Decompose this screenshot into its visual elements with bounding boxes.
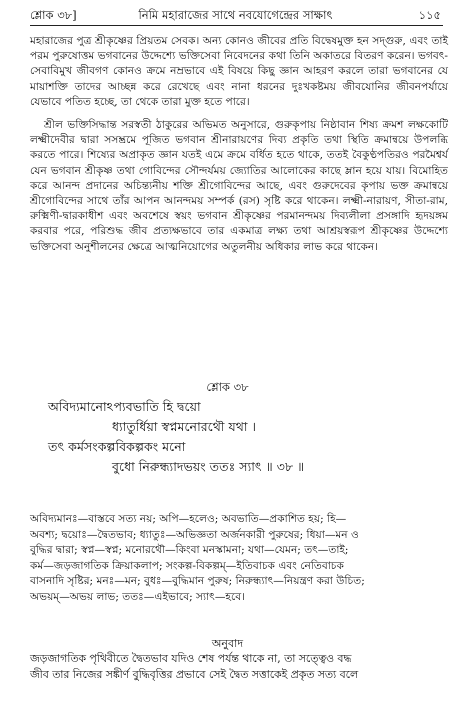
verse-line: অবিদ্যমানোঽপ্যবভাতি হি দ্বয়ো bbox=[48, 399, 201, 414]
synonym-line: কর্ম—জড়জাগতিক ক্রিয়াকলাপ; সংকল্প-বিকল্পম্—ইতিবাচক এবং নেতিবাচক bbox=[30, 559, 344, 572]
verse-line: ধ্যাতুর্ধিয়া স্বপ্নমনোরথৌ যথা । bbox=[112, 419, 257, 434]
purport-text bbox=[30, 34, 448, 255]
translation-line: জড়জাগতিক পৃথিবীতে দ্বৈতভাব যদিও শেষ পর্যন্ত থাকে না, তা সত্ত্বেও বদ্ধ bbox=[30, 652, 352, 665]
header-chapter-title: নিমি মহারাজের সাথে নবযোগেন্দ্রের সাক্ষাৎ bbox=[138, 8, 333, 22]
translation-heading: অনুবাদ bbox=[211, 637, 244, 650]
translation-line: জীব তার নিজের সঙ্কীর্ণ বুদ্ধিবৃত্তির প্রভাবে সেই দ্বৈত সত্তাকেই প্রকৃত সত্য বলে bbox=[30, 668, 358, 681]
sanskrit-verse bbox=[48, 397, 428, 477]
running-header bbox=[30, 6, 441, 24]
verse-line: তৎ কর্মসংকল্পবিকল্পকং মনো bbox=[48, 439, 186, 454]
header-verse-ref: শ্লোক ৩৮] bbox=[30, 8, 77, 22]
synonym-line: বাসনাদি সৃষ্টির; মনঃ—মন; বুধঃ—বুদ্ধিমান পুরুষ; নিরুন্ধ্যাৎ—নিয়ন্ত্রণ করা উচিত; bbox=[30, 575, 365, 588]
synonyms bbox=[30, 512, 448, 606]
purport-paragraph-1: মহারাজের পুত্র শ্রীকৃষ্ণের প্রিয়তম সেবক। অন্য কোনও জীবের প্রতি বিদ্বেষমুক্ত হন সদ্গুরু, এবং তাই পরম পুরুষোত্তম ভগবানের উদ্দেশ্যে ভক্তিসেবা নিবেদনের কথা তিনি অকাতরে বিতরণ করেন। ভগবৎ-সেবাবিমুখ জীবগণ কোনও ক্রমে নম্রভাবে এই বিষয়ে কিছু জ্ঞান আহরণ করলে তারা ভগবানের যে মায়াশক্তি তাদের আচ্ছন্ন করে রেখেছে এবং নানা ধরনের দুঃখকষ্টময় জীবযোনির জীবনপর্যায়ে যেভাবে পতিত হচ্ছে, তা থেকে তারা মুক্ত হতে পারে। bbox=[30, 35, 448, 108]
translation-text bbox=[30, 651, 448, 683]
purport-paragraph-2: শ্রীল ভক্তিসিদ্ধান্ত সরস্বতী ঠাকুরের অভিমত অনুসারে, গুরুকৃপায় নিষ্ঠাবান শিষ্য ক্রমশ লক্ষকোটি লক্ষ্মীদেবীর দ্বারা সসম্ভ্রমে পূজিত ভগবান শ্রীনারায়ণের দিব্য প্রকৃতি তথা স্থিতি ক্রমান্বয়ে উপলব্ধি করতে পারে। শিষ্যের অপ্রাকৃত জ্ঞান যতই এমে ক্রমে বর্ধিত হতে থাকে, ততই বৈকুণ্ঠপতিরও পরমৈশ্বর্য যেন ভগবান শ্রীকৃষ্ণ তথা গোবিন্দের সৌন্দর্যময় জ্যোতির আলোকের কাছে ম্লান হয়ে যায়। বিমোহিত করে আনন্দ প্রদানের অচিন্ত্যনীয় শক্তি শ্রীগোবিন্দের আছে, এবং গুরুদেবের কৃপায় ভক্ত ক্রমান্বয়ে শ্রীগোবিন্দের সাথে তাঁর আপন আনন্দময় সম্পর্ক (রস) সৃষ্টি করে থাকেন। লক্ষ্মী-নারায়ণ, সীতা-রাম, রুক্মিণী-দ্বারকাধীশ এবং অবশেষে স্বয়ং ভগবান শ্রীকৃষ্ণের পরমানন্দময় দিব্যলীলা প্রসঙ্গাদি হৃদয়ঙ্গম করবার পরে, পরিশুদ্ধ জীব প্রত্যক্ষভাবে তার একমাত্র লক্ষ্য তথা আশ্রয়স্বরূপ শ্রীকৃষ্ণের উদ্দেশ্যে ভক্তিসেবা অনুশীলনের ক্ষেত্রে আত্মনিয়োগের অতুলনীয় অধিকার লাভ করে থাকেন। bbox=[30, 119, 448, 253]
verse-line: বুধো নিরুন্ধ্যাদভয়ং ততঃ স্যাৎ ॥ ৩৮ ॥ bbox=[112, 459, 305, 474]
verse-heading: শ্লোক ৩৮ bbox=[206, 380, 249, 394]
synonym-line: অবিদ্যমানঃ—বাস্তবে সত্য নয়; অপি—হলেও; অবভাতি—প্রকাশিত হয়; হি— bbox=[30, 513, 347, 525]
synonym-line: অভয়ম্—অভয় লাভ; ততঃ—এইভাবে; স্যাৎ—হবে। bbox=[30, 590, 245, 603]
synonym-line: অবশ্য; দ্বয়োঃ—দ্বৈতভাব; ধ্যাতুঃ—অভিজ্ঞতা অর্জনকারী পুরুষের; ধিয়া—মন ও bbox=[30, 528, 359, 541]
header-page-number: ১১৫ bbox=[418, 8, 441, 22]
header-rule bbox=[30, 25, 443, 26]
synonym-line: বুদ্ধির দ্বারা; স্বপ্ন—স্বপ্ন; মনোরথৌ—কিংবা মনস্কামনা; যথা—যেমন; তৎ—তাই; bbox=[30, 544, 349, 557]
